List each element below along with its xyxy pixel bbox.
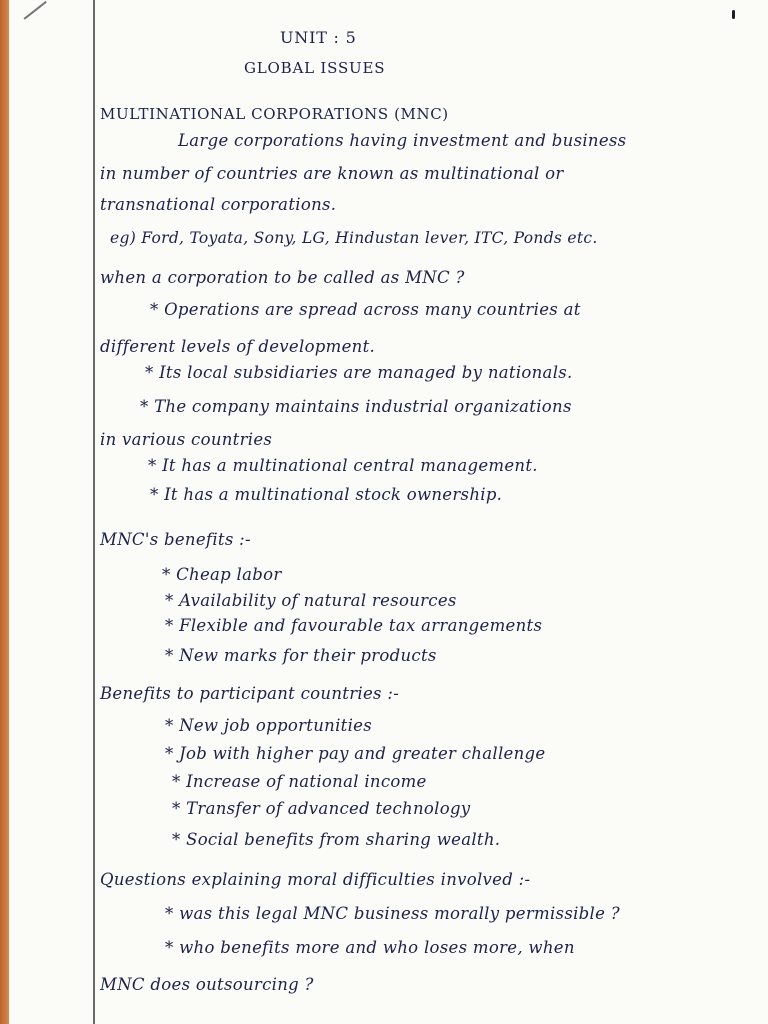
participant-heading: Benefits to participant countries :- — [100, 684, 400, 703]
benefit-item: * Flexible and favourable tax arrangements — [165, 616, 543, 635]
criteria-item: * It has a multinational central management. — [148, 456, 538, 475]
participant-benefit-item: * Social benefits from sharing wealth. — [172, 830, 501, 849]
criteria-item: * Its local subsidiaries are managed by nationals. — [145, 363, 573, 382]
criteria-item: * The company maintains industrial organizations — [140, 397, 572, 416]
intro-line: in number of countries are known as multinational or — [100, 164, 564, 183]
question-item: * was this legal MNC business morally permissible ? — [165, 904, 620, 923]
unit-title: UNIT : 5 — [280, 28, 357, 47]
question-item: * who benefits more and who loses more, when — [165, 938, 575, 957]
intro-examples: eg) Ford, Toyata, Sony, LG, Hindustan lever, ITC, Ponds etc. — [110, 229, 598, 247]
benefit-item: * Availability of natural resources — [165, 591, 457, 610]
pen-stroke-mark — [24, 1, 47, 19]
benefit-item: * Cheap labor — [162, 565, 282, 584]
margin-line — [93, 0, 95, 1024]
intro-line: Large corporations having investment and business — [178, 131, 627, 150]
page-edge — [0, 0, 9, 1024]
criteria-item: * Operations are spread across many countries at — [150, 300, 581, 319]
questions-heading: Questions explaining moral difficulties involved :- — [100, 870, 531, 889]
topic-title: GLOBAL ISSUES — [244, 59, 386, 77]
section-heading: MULTINATIONAL CORPORATIONS (MNC) — [100, 105, 449, 123]
participant-benefit-item: * Transfer of advanced technology — [172, 799, 471, 818]
participant-benefit-item: * Increase of national income — [172, 772, 427, 791]
criteria-item: different levels of development. — [100, 337, 376, 356]
participant-benefit-item: * Job with higher pay and greater challenge — [165, 744, 546, 763]
ink-dot — [732, 10, 735, 19]
benefit-item: * New marks for their products — [165, 646, 437, 665]
question-item: MNC does outsourcing ? — [100, 975, 314, 994]
benefits-heading: MNC's benefits :- — [100, 530, 251, 549]
mnc-question: when a corporation to be called as MNC ? — [100, 268, 465, 287]
intro-line: transnational corporations. — [100, 195, 337, 214]
criteria-item: in various countries — [100, 430, 273, 449]
participant-benefit-item: * New job opportunities — [165, 716, 373, 735]
criteria-item: * It has a multinational stock ownership. — [150, 485, 503, 504]
